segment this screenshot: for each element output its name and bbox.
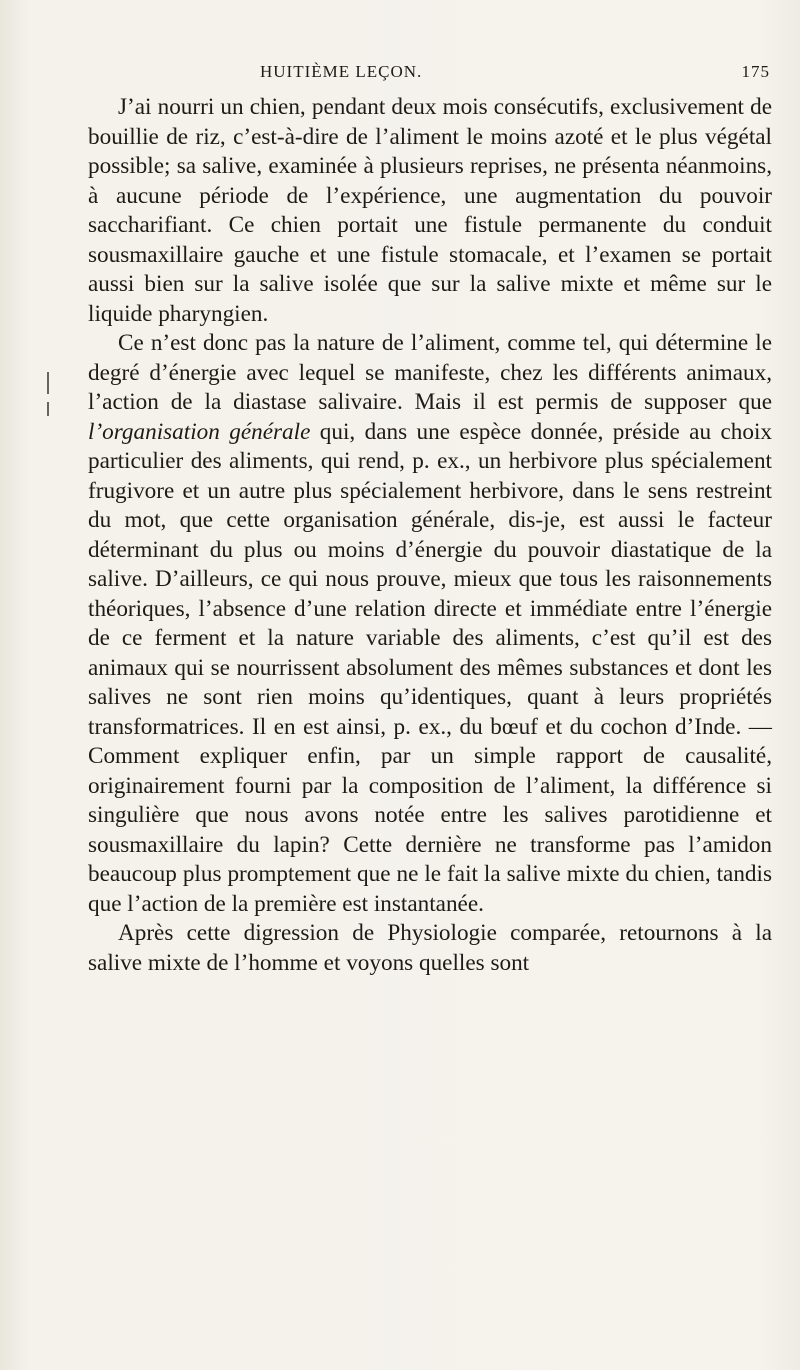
body-text [88, 93, 772, 978]
running-title: HUITIÈME LEÇON. [260, 62, 423, 81]
paragraph-1: J’ai nourri un chien, pendant deux mois consécutifs, exclusivement de bouillie de riz, c’est-à-dire de l’aliment le moins azoté et le plus végétal possible; sa salive, examinée à plusieurs reprises, ne présenta néanmoins, à aucune période de l’expérience, une augmentation du pouvoir saccharifiant. Ce chien portait une fistule permanente du conduit sousmaxillaire gauche et une fistule stomacale, et l’examen se portait aussi bien sur la salive isolée que sur la salive mixte et même sur le liquide pharyngien. [88, 94, 772, 327]
paragraph-2 [88, 329, 772, 919]
paragraph-2-part-1: Ce n’est donc pas la nature de l’aliment, comme tel, qui détermine le degré d’énergie avec lequel se manifeste, chez les différents animaux, l’action de la diastase salivaire. Mais il est permis de supposer que [88, 330, 772, 415]
page-header [98, 62, 770, 88]
margin-mark [47, 402, 49, 416]
margin-mark [47, 372, 49, 394]
paragraph-2-part-2: qui, dans une espèce donnée, préside au choix particulier des aliments, qui rend, p. ex., un herbivore plus spécialement frugivore et un autre plus spécialement herbivore, dans le sens restreint du mot, que cette organisation générale, dis-je, est aussi le facteur déterminant du plus ou moins d’énergie du pouvoir diastatique de la salive. D’ailleurs, ce qui nous prouve, mieux que tous les raisonnements théoriques, l’absence d’une relation directe et immédiate entre l’énergie de ce ferment et la nature variable des aliments, c’est qu’il est des animaux qui se nourrissent absolument des mêmes substances et dont les salives ne sont rien moins qu’identiques, quant à leurs propriétés transformatrices. Il en est ainsi, p. ex., du bœuf et du cochon d’Inde. — Comment expliquer enfin, par un simple rapport de causalité, originairement fourni par la composition de l’aliment, la différence si singulière que nous avons notée entre les salives parotidienne et sousmaxillaire du lapin? Cette dernière ne transforme pas l’amidon beaucoup plus promptement que ne le fait la salive mixte du chien, tandis que l’action de la première est instantanée. [88, 418, 772, 917]
page-number: 175 [741, 62, 770, 81]
emphasis-organisation-generale: l’organisation générale [88, 418, 311, 445]
paragraph-3: Après cette digression de Physiologie comparée, retournons à la salive mixte de l’homme et voyons quelles sont [88, 920, 772, 976]
